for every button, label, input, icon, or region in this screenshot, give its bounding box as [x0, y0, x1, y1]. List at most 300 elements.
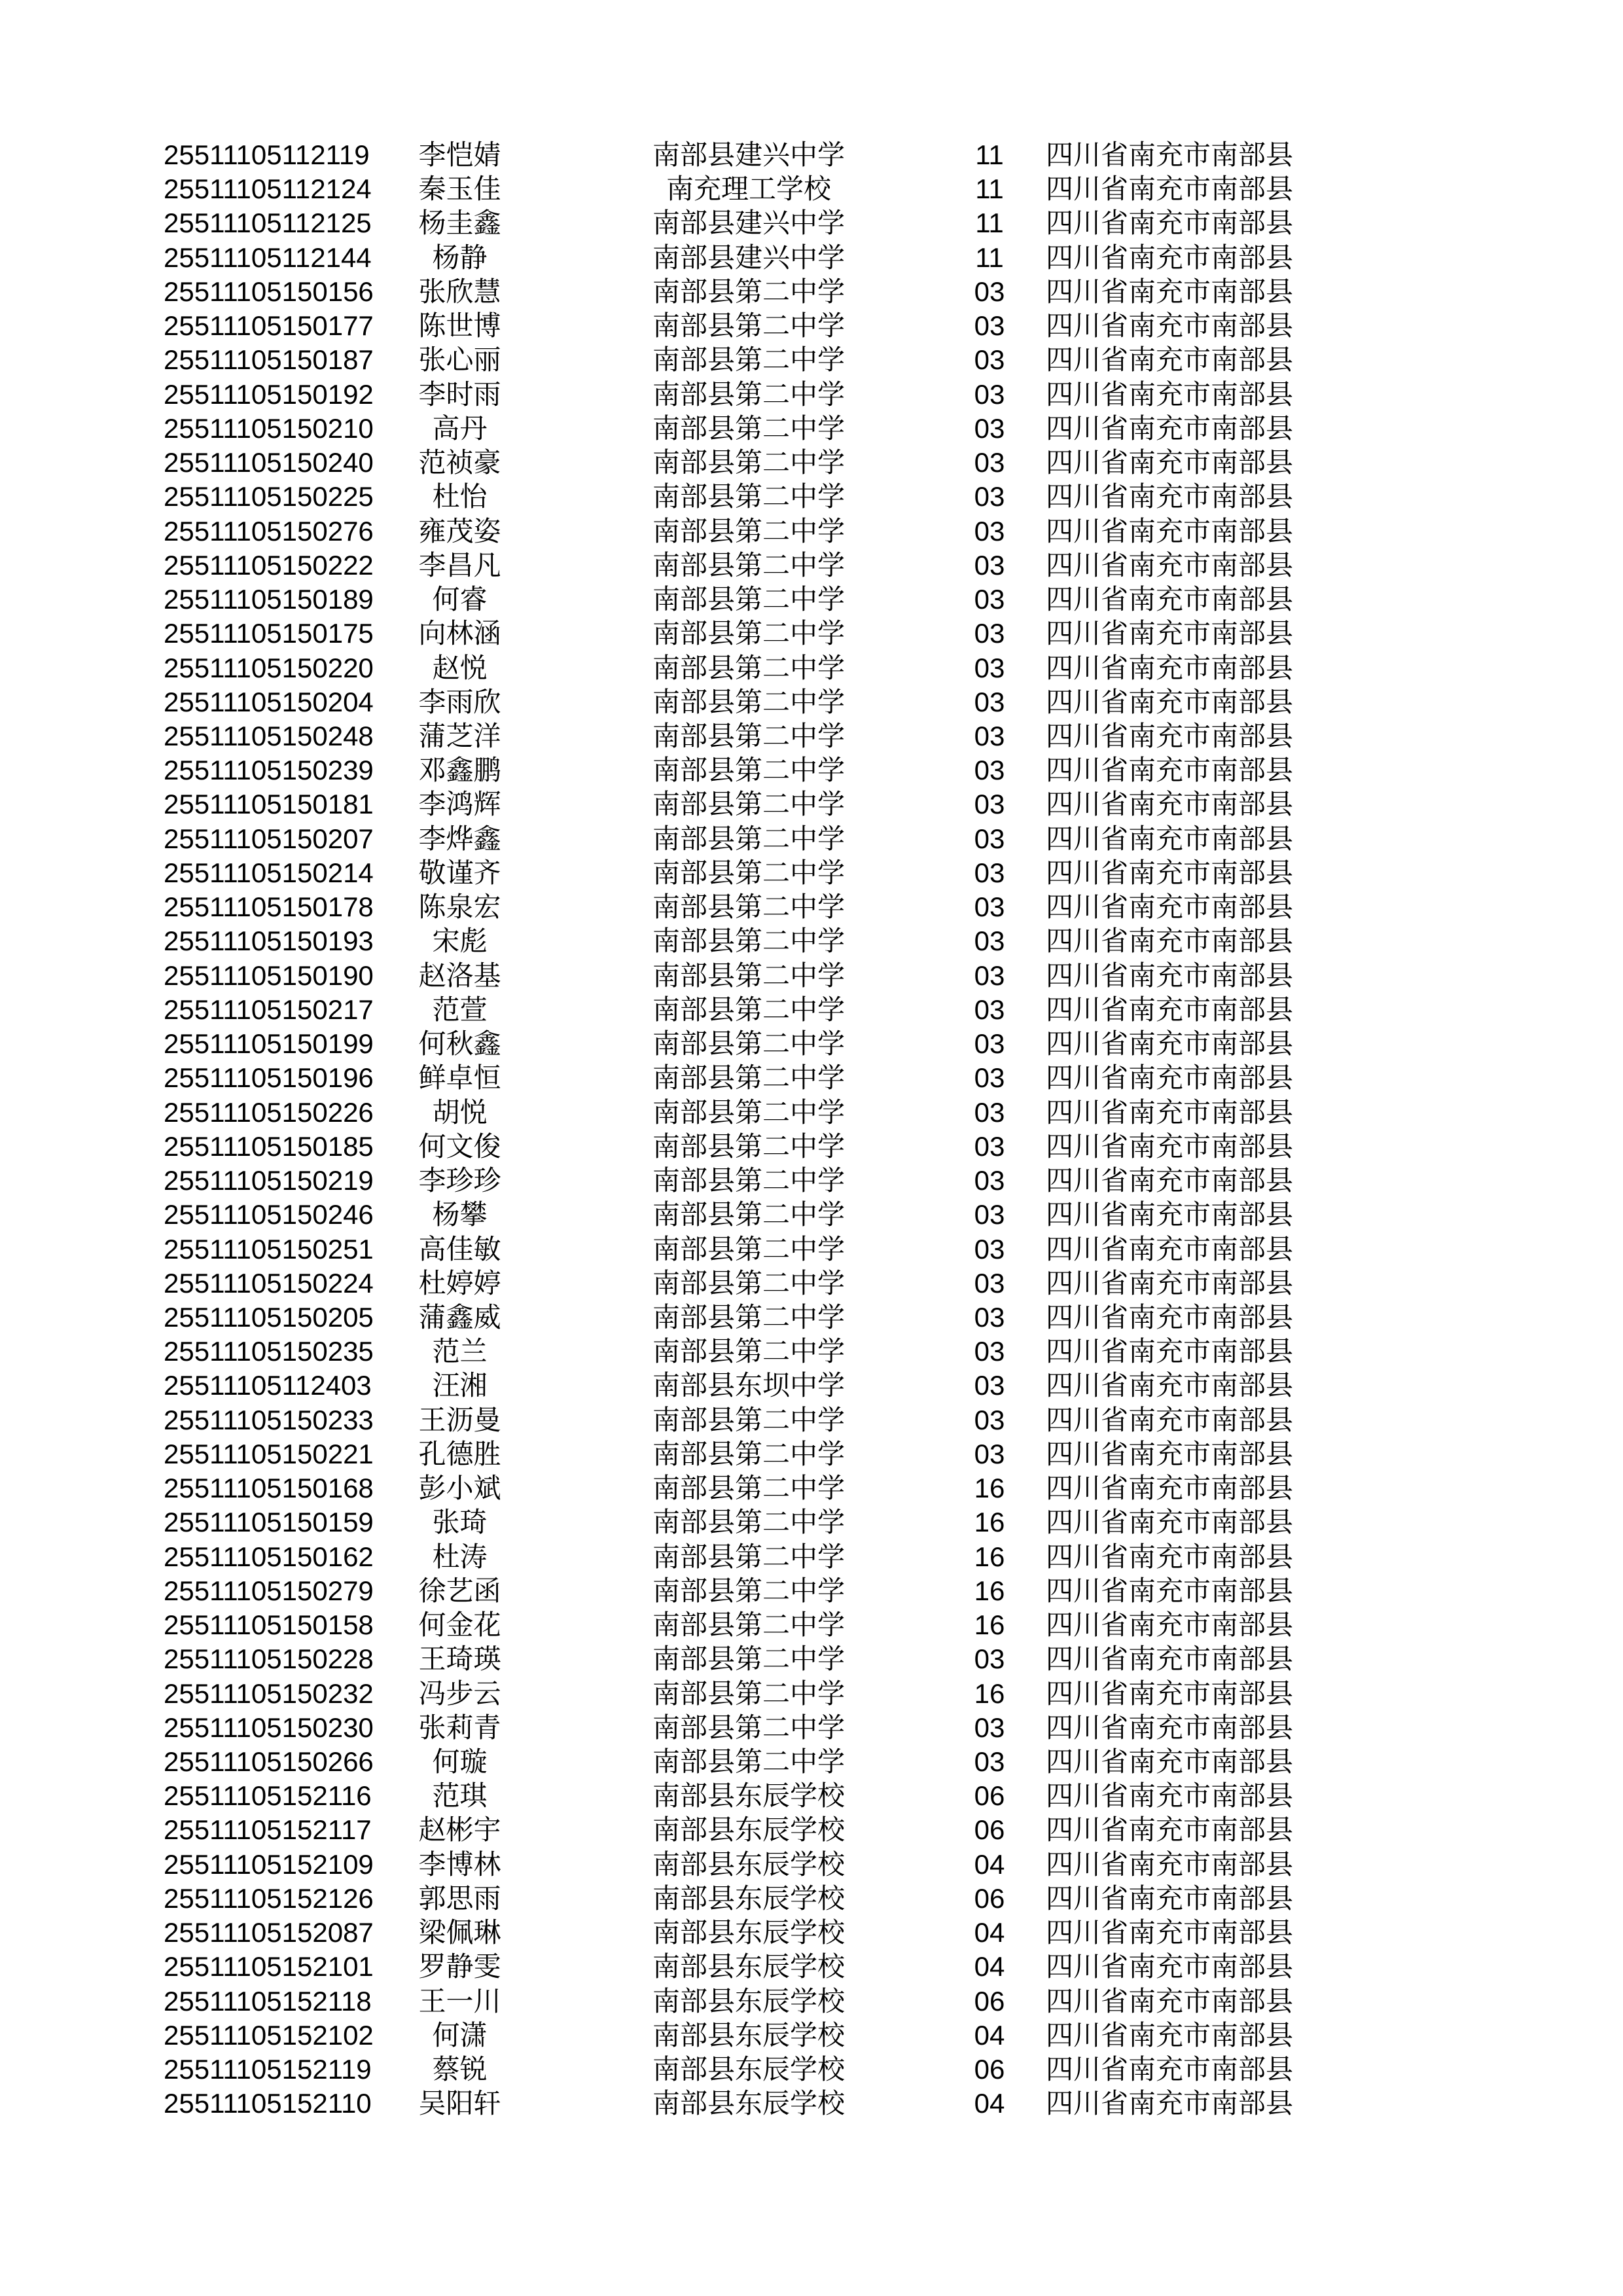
- student-row: [0, 856, 1623, 890]
- region-cell: 四川省南充市南部县: [1046, 857, 1294, 888]
- class-code-cell: 11: [975, 173, 1004, 205]
- student-row: [0, 1984, 1623, 2018]
- exam-id-cell: 25511105150158: [164, 1609, 374, 1641]
- student-name-cell: 宋彪: [432, 925, 488, 957]
- student-row: [0, 959, 1623, 993]
- exam-id-cell: 25511105112119: [164, 139, 370, 170]
- class-code-cell: 06: [974, 1882, 1005, 1914]
- school-cell: 南部县东辰学校: [652, 1917, 845, 1948]
- school-cell: 南部县东辰学校: [652, 2054, 845, 2085]
- student-name-cell: 何璇: [432, 1746, 488, 1778]
- exam-id-cell: 25511105150199: [164, 1028, 374, 1060]
- region-cell: 四川省南充市南部县: [1046, 1575, 1294, 1606]
- student-name-cell: 李烨鑫: [418, 823, 501, 854]
- class-code-cell: 03: [974, 652, 1005, 683]
- exam-id-cell: 25511105150168: [164, 1473, 374, 1504]
- exam-id-cell: 25511105152116: [164, 1780, 372, 1812]
- region-cell: 四川省南充市南部县: [1046, 1609, 1294, 1641]
- student-row: [0, 1813, 1623, 1847]
- student-name-cell: 蔡锐: [432, 2054, 488, 2085]
- region-cell: 四川省南充市南部县: [1046, 2019, 1294, 2051]
- student-row: [0, 378, 1623, 412]
- class-code-cell: 06: [974, 1985, 1005, 2017]
- school-cell: 南部县东辰学校: [652, 1985, 845, 2017]
- student-name-cell: 杜怡: [432, 481, 488, 512]
- region-cell: 四川省南充市南部县: [1046, 686, 1294, 717]
- student-name-cell: 李博林: [418, 1848, 501, 1880]
- class-code-cell: 03: [974, 1233, 1005, 1265]
- student-row: [0, 275, 1623, 309]
- region-cell: 四川省南充市南部县: [1046, 1814, 1294, 1846]
- exam-id-cell: 25511105150177: [164, 310, 374, 342]
- student-row: [0, 1916, 1623, 1950]
- school-cell: 南部县第二中学: [652, 720, 845, 751]
- school-cell: 南部县第二中学: [652, 1165, 845, 1196]
- region-cell: 四川省南充市南部县: [1046, 1507, 1294, 1538]
- student-row: [0, 651, 1623, 685]
- exam-id-cell: 25511105150210: [164, 412, 374, 444]
- school-cell: 南部县东坝中学: [652, 1370, 845, 1401]
- class-code-cell: 11: [975, 207, 1004, 239]
- class-code-cell: 03: [974, 1746, 1005, 1778]
- student-row: [0, 2018, 1623, 2053]
- region-cell: 四川省南充市南部县: [1046, 310, 1294, 342]
- region-cell: 四川省南充市南部县: [1046, 1882, 1294, 1914]
- exam-id-cell: 25511105150228: [164, 1643, 374, 1675]
- school-cell: 南部县第二中学: [652, 925, 845, 957]
- student-row: [0, 1300, 1623, 1335]
- exam-id-cell: 25511105150175: [164, 618, 374, 649]
- region-cell: 四川省南充市南部县: [1046, 549, 1294, 581]
- exam-id-cell: 25511105152102: [164, 2019, 374, 2051]
- class-code-cell: 16: [974, 1507, 1005, 1538]
- student-row: [0, 1574, 1623, 1608]
- student-row: [0, 1369, 1623, 1403]
- student-name-cell: 梁佩琳: [418, 1917, 501, 1948]
- student-row: [0, 1164, 1623, 1198]
- region-cell: 四川省南充市南部县: [1046, 139, 1294, 170]
- class-code-cell: 03: [974, 310, 1005, 342]
- region-cell: 四川省南充市南部县: [1046, 1985, 1294, 2017]
- exam-id-cell: 25511105150156: [164, 276, 374, 307]
- exam-id-cell: 25511105150248: [164, 720, 374, 751]
- student-row: [0, 1642, 1623, 1676]
- region-cell: 四川省南充市南部县: [1046, 1541, 1294, 1572]
- student-name-cell: 何文俊: [418, 1130, 501, 1162]
- class-code-cell: 03: [974, 1336, 1005, 1367]
- class-code-cell: 16: [974, 1473, 1005, 1504]
- exam-id-cell: 25511105150246: [164, 1199, 374, 1230]
- student-name-cell: 何潇: [432, 2019, 488, 2051]
- region-cell: 四川省南充市南部县: [1046, 618, 1294, 649]
- school-cell: 南部县东辰学校: [652, 1780, 845, 1812]
- school-cell: 南部县第二中学: [652, 1507, 845, 1538]
- class-code-cell: 04: [974, 1951, 1005, 1982]
- region-cell: 四川省南充市南部县: [1046, 789, 1294, 820]
- school-cell: 南部县第二中学: [652, 378, 845, 410]
- student-row: [0, 206, 1623, 240]
- region-cell: 四川省南充市南部县: [1046, 515, 1294, 547]
- student-name-cell: 鲜卓恒: [418, 1062, 501, 1094]
- student-row: [0, 1335, 1623, 1369]
- school-cell: 南部县第二中学: [652, 1746, 845, 1778]
- school-cell: 南部县第二中学: [652, 994, 845, 1025]
- class-code-cell: 03: [974, 276, 1005, 307]
- student-name-cell: 李珍珍: [418, 1165, 501, 1196]
- exam-id-cell: 25511105150187: [164, 344, 374, 376]
- student-name-cell: 孔德胜: [418, 1438, 501, 1469]
- exam-id-cell: 25511105150204: [164, 686, 374, 717]
- region-cell: 四川省南充市南部县: [1046, 2054, 1294, 2085]
- student-name-cell: 郭思雨: [418, 1882, 501, 1914]
- school-cell: 南部县第二中学: [652, 1233, 845, 1265]
- class-code-cell: 03: [974, 1096, 1005, 1128]
- exam-id-cell: 25511105150159: [164, 1507, 374, 1538]
- region-cell: 四川省南充市南部县: [1046, 242, 1294, 273]
- region-cell: 四川省南充市南部县: [1046, 823, 1294, 854]
- school-cell: 南部县第二中学: [652, 1404, 845, 1435]
- class-code-cell: 16: [974, 1677, 1005, 1709]
- region-cell: 四川省南充市南部县: [1046, 1062, 1294, 1094]
- student-name-cell: 王一川: [418, 1985, 501, 2017]
- student-name-cell: 杨静: [432, 242, 488, 273]
- school-cell: 南部县第二中学: [652, 515, 845, 547]
- exam-id-cell: 25511105150192: [164, 378, 374, 410]
- exam-id-cell: 25511105150178: [164, 891, 374, 923]
- region-cell: 四川省南充市南部县: [1046, 1233, 1294, 1265]
- student-row: [0, 172, 1623, 206]
- student-name-cell: 李鸿辉: [418, 789, 501, 820]
- student-name-cell: 汪湘: [432, 1370, 488, 1401]
- class-code-cell: 03: [974, 1643, 1005, 1675]
- student-row: [0, 548, 1623, 583]
- student-name-cell: 高佳敏: [418, 1233, 501, 1265]
- student-row: [0, 1266, 1623, 1300]
- student-name-cell: 陈泉宏: [418, 891, 501, 923]
- region-cell: 四川省南充市南部县: [1046, 960, 1294, 991]
- student-row: [0, 1061, 1623, 1095]
- student-row: [0, 412, 1623, 446]
- student-row: [0, 993, 1623, 1027]
- student-row: [0, 2053, 1623, 2087]
- school-cell: 南部县第二中学: [652, 1712, 845, 1743]
- region-cell: 四川省南充市南部县: [1046, 173, 1294, 205]
- exam-id-cell: 25511105112403: [164, 1370, 372, 1401]
- region-cell: 四川省南充市南部县: [1046, 755, 1294, 786]
- student-row: [0, 1471, 1623, 1505]
- student-name-cell: 范萱: [432, 994, 488, 1025]
- school-cell: 南部县第二中学: [652, 891, 845, 923]
- school-cell: 南部县第二中学: [652, 1301, 845, 1333]
- school-cell: 南部县第二中学: [652, 789, 845, 820]
- region-cell: 四川省南充市南部县: [1046, 1438, 1294, 1469]
- exam-id-cell: 25511105152126: [164, 1882, 374, 1914]
- student-name-cell: 李恺婧: [418, 139, 501, 170]
- school-cell: 南部县东辰学校: [652, 1951, 845, 1982]
- exam-id-cell: 25511105152110: [164, 2088, 372, 2119]
- exam-id-cell: 25511105150221: [164, 1438, 374, 1469]
- exam-id-cell: 25511105150232: [164, 1677, 374, 1709]
- exam-id-cell: 25511105152087: [164, 1917, 374, 1948]
- region-cell: 四川省南充市南部县: [1046, 1677, 1294, 1709]
- student-name-cell: 张琦: [432, 1507, 488, 1538]
- student-name-cell: 蒲芝洋: [418, 720, 501, 751]
- class-code-cell: 03: [974, 1062, 1005, 1094]
- student-name-cell: 吴阳轩: [418, 2088, 501, 2119]
- school-cell: 南部县第二中学: [652, 1541, 845, 1572]
- class-code-cell: 11: [975, 242, 1004, 273]
- school-cell: 南部县第二中学: [652, 481, 845, 512]
- exam-id-cell: 25511105150233: [164, 1404, 374, 1435]
- region-cell: 四川省南充市南部县: [1046, 1336, 1294, 1367]
- class-code-cell: 03: [974, 755, 1005, 786]
- school-cell: 南部县东辰学校: [652, 2019, 845, 2051]
- exam-id-cell: 25511105150181: [164, 789, 374, 820]
- class-code-cell: 03: [974, 720, 1005, 751]
- student-row: [0, 138, 1623, 172]
- student-row: [0, 924, 1623, 958]
- class-code-cell: 11: [975, 139, 1004, 170]
- class-code-cell: 03: [974, 1130, 1005, 1162]
- region-cell: 四川省南充市南部县: [1046, 1028, 1294, 1060]
- class-code-cell: 06: [974, 1814, 1005, 1846]
- class-code-cell: 04: [974, 1917, 1005, 1948]
- school-cell: 南部县第二中学: [652, 276, 845, 307]
- region-cell: 四川省南充市南部县: [1046, 1267, 1294, 1299]
- class-code-cell: 03: [974, 447, 1005, 478]
- exam-id-cell: 25511105150239: [164, 755, 374, 786]
- student-name-cell: 张心丽: [418, 344, 501, 376]
- student-row: [0, 787, 1623, 821]
- student-name-cell: 李昌凡: [418, 549, 501, 581]
- student-name-cell: 罗静雯: [418, 1951, 501, 1982]
- student-row: [0, 1198, 1623, 1232]
- class-code-cell: 03: [974, 1165, 1005, 1196]
- school-cell: 南部县第二中学: [652, 618, 845, 649]
- class-code-cell: 03: [974, 481, 1005, 512]
- student-row: [0, 890, 1623, 924]
- region-cell: 四川省南充市南部县: [1046, 1370, 1294, 1401]
- school-cell: 南部县第二中学: [652, 1336, 845, 1367]
- class-code-cell: 03: [974, 344, 1005, 376]
- region-cell: 四川省南充市南部县: [1046, 1643, 1294, 1675]
- school-cell: 南部县第二中学: [652, 960, 845, 991]
- region-cell: 四川省南充市南部县: [1046, 1917, 1294, 1948]
- school-cell: 南部县第二中学: [652, 1575, 845, 1606]
- student-row: [0, 1540, 1623, 1574]
- region-cell: 四川省南充市南部县: [1046, 925, 1294, 957]
- student-name-cell: 赵悦: [432, 652, 488, 683]
- class-code-cell: 03: [974, 515, 1005, 547]
- exam-id-cell: 25511105150235: [164, 1336, 374, 1367]
- class-code-cell: 03: [974, 823, 1005, 854]
- student-name-cell: 李雨欣: [418, 686, 501, 717]
- student-name-cell: 向林涵: [418, 618, 501, 649]
- school-cell: 南部县第二中学: [652, 1028, 845, 1060]
- student-row: [0, 753, 1623, 787]
- student-name-cell: 张欣慧: [418, 276, 501, 307]
- school-cell: 南充理工学校: [666, 173, 831, 205]
- school-cell: 南部县东辰学校: [652, 2088, 845, 2119]
- student-row: [0, 1882, 1623, 1916]
- school-cell: 南部县第二中学: [652, 1609, 845, 1641]
- region-cell: 四川省南充市南部县: [1046, 412, 1294, 444]
- school-cell: 南部县第二中学: [652, 1677, 845, 1709]
- class-code-cell: 03: [974, 857, 1005, 888]
- school-cell: 南部县第二中学: [652, 447, 845, 478]
- student-name-cell: 彭小斌: [418, 1473, 501, 1504]
- student-row: [0, 514, 1623, 548]
- class-code-cell: 03: [974, 618, 1005, 649]
- school-cell: 南部县第二中学: [652, 1473, 845, 1504]
- school-cell: 南部县第二中学: [652, 1267, 845, 1299]
- student-row: [0, 1232, 1623, 1266]
- student-name-cell: 张莉青: [418, 1712, 501, 1743]
- exam-id-cell: 25511105112124: [164, 173, 372, 205]
- school-cell: 南部县建兴中学: [652, 207, 845, 239]
- region-cell: 四川省南充市南部县: [1046, 1130, 1294, 1162]
- student-row: [0, 1950, 1623, 1984]
- student-row: [0, 1745, 1623, 1779]
- region-cell: 四川省南充市南部县: [1046, 584, 1294, 615]
- region-cell: 四川省南充市南部县: [1046, 276, 1294, 307]
- class-code-cell: 03: [974, 584, 1005, 615]
- exam-id-cell: 25511105112125: [164, 207, 372, 239]
- region-cell: 四川省南充市南部县: [1046, 1404, 1294, 1435]
- class-code-cell: 03: [974, 1028, 1005, 1060]
- student-name-cell: 范兰: [432, 1336, 488, 1367]
- school-cell: 南部县东辰学校: [652, 1882, 845, 1914]
- exam-id-cell: 25511105150205: [164, 1301, 374, 1333]
- class-code-cell: 16: [974, 1609, 1005, 1641]
- exam-id-cell: 25511105150219: [164, 1165, 374, 1196]
- class-code-cell: 03: [974, 960, 1005, 991]
- exam-id-cell: 25511105150220: [164, 652, 374, 683]
- class-code-cell: 03: [974, 891, 1005, 923]
- student-name-cell: 杨攀: [432, 1199, 488, 1230]
- student-row: [0, 1437, 1623, 1471]
- student-name-cell: 冯步云: [418, 1677, 501, 1709]
- region-cell: 四川省南充市南部县: [1046, 481, 1294, 512]
- school-cell: 南部县第二中学: [652, 1438, 845, 1469]
- exam-id-cell: 25511105150217: [164, 994, 374, 1025]
- student-row: [0, 2087, 1623, 2121]
- exam-id-cell: 25511105152109: [164, 1848, 374, 1880]
- class-code-cell: 03: [974, 549, 1005, 581]
- student-row: [0, 822, 1623, 856]
- class-code-cell: 03: [974, 1199, 1005, 1230]
- class-code-cell: 03: [974, 994, 1005, 1025]
- region-cell: 四川省南充市南部县: [1046, 1712, 1294, 1743]
- school-cell: 南部县第二中学: [652, 857, 845, 888]
- class-code-cell: 03: [974, 1301, 1005, 1333]
- school-cell: 南部县第二中学: [652, 549, 845, 581]
- student-name-cell: 杜婷婷: [418, 1267, 501, 1299]
- student-row: [0, 1779, 1623, 1813]
- student-name-cell: 何秋鑫: [418, 1028, 501, 1060]
- exam-id-cell: 25511105150196: [164, 1062, 374, 1094]
- student-row: [0, 1677, 1623, 1711]
- region-cell: 四川省南充市南部县: [1046, 720, 1294, 751]
- school-cell: 南部县第二中学: [652, 1130, 845, 1162]
- student-name-cell: 徐艺函: [418, 1575, 501, 1606]
- region-cell: 四川省南充市南部县: [1046, 1096, 1294, 1128]
- school-cell: 南部县第二中学: [652, 823, 845, 854]
- exam-id-cell: 25511105150240: [164, 447, 374, 478]
- class-code-cell: 03: [974, 789, 1005, 820]
- region-cell: 四川省南充市南部县: [1046, 1199, 1294, 1230]
- exam-id-cell: 25511105152118: [164, 1985, 372, 2017]
- exam-id-cell: 25511105150189: [164, 584, 374, 615]
- student-row: [0, 1403, 1623, 1437]
- school-cell: 南部县第二中学: [652, 686, 845, 717]
- class-code-cell: 04: [974, 2019, 1005, 2051]
- school-cell: 南部县第二中学: [652, 344, 845, 376]
- exam-id-cell: 25511105150251: [164, 1233, 374, 1265]
- class-code-cell: 03: [974, 925, 1005, 957]
- student-row: [0, 1505, 1623, 1539]
- student-row: [0, 1130, 1623, 1164]
- school-cell: 南部县第二中学: [652, 1199, 845, 1230]
- student-name-cell: 杨圭鑫: [418, 207, 501, 239]
- exam-id-cell: 25511105152117: [164, 1814, 372, 1846]
- region-cell: 四川省南充市南部县: [1046, 994, 1294, 1025]
- region-cell: 四川省南充市南部县: [1046, 1165, 1294, 1196]
- school-cell: 南部县第二中学: [652, 755, 845, 786]
- student-row: [0, 309, 1623, 343]
- class-code-cell: 03: [974, 1712, 1005, 1743]
- school-cell: 南部县第二中学: [652, 412, 845, 444]
- student-row: [0, 1096, 1623, 1130]
- student-row: [0, 1848, 1623, 1882]
- exam-id-cell: 25511105150207: [164, 823, 374, 854]
- region-cell: 四川省南充市南部县: [1046, 378, 1294, 410]
- class-code-cell: 04: [974, 1848, 1005, 1880]
- student-name-cell: 邓鑫鹏: [418, 755, 501, 786]
- exam-id-cell: 25511105150214: [164, 857, 374, 888]
- class-code-cell: 03: [974, 412, 1005, 444]
- region-cell: 四川省南充市南部县: [1046, 447, 1294, 478]
- student-row: [0, 343, 1623, 377]
- exam-id-cell: 25511105150279: [164, 1575, 374, 1606]
- student-name-cell: 范琪: [432, 1780, 488, 1812]
- class-code-cell: 03: [974, 1370, 1005, 1401]
- exam-id-cell: 25511105150162: [164, 1541, 374, 1572]
- student-name-cell: 敬谨齐: [418, 857, 501, 888]
- region-cell: 四川省南充市南部县: [1046, 207, 1294, 239]
- exam-id-cell: 25511105150193: [164, 925, 374, 957]
- exam-id-cell: 25511105152119: [164, 2054, 372, 2085]
- student-row: [0, 617, 1623, 651]
- school-cell: 南部县第二中学: [652, 310, 845, 342]
- student-row: [0, 719, 1623, 753]
- exam-id-cell: 25511105150225: [164, 481, 374, 512]
- school-cell: 南部县第二中学: [652, 1062, 845, 1094]
- school-cell: 南部县第二中学: [652, 1643, 845, 1675]
- student-name-cell: 王琦瑛: [418, 1643, 501, 1675]
- class-code-cell: 06: [974, 2054, 1005, 2085]
- student-name-cell: 蒲鑫威: [418, 1301, 501, 1333]
- region-cell: 四川省南充市南部县: [1046, 1951, 1294, 1982]
- exam-id-cell: 25511105150185: [164, 1130, 374, 1162]
- school-cell: 南部县建兴中学: [652, 139, 845, 170]
- class-code-cell: 03: [974, 686, 1005, 717]
- exam-id-cell: 25511105112144: [164, 242, 372, 273]
- student-row: [0, 480, 1623, 514]
- student-row: [0, 685, 1623, 719]
- student-row: [0, 446, 1623, 480]
- region-cell: 四川省南充市南部县: [1046, 891, 1294, 923]
